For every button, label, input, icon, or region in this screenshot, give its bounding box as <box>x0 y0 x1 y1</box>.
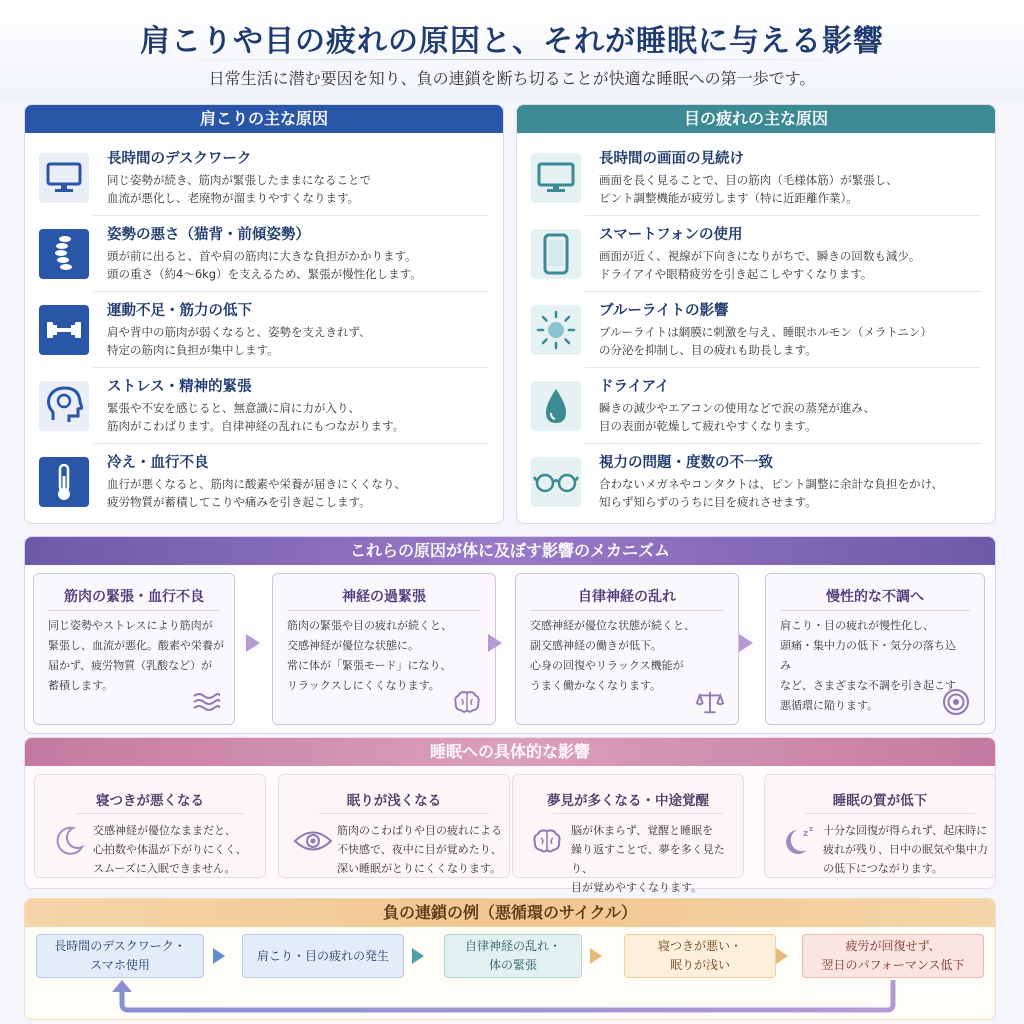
eye-cause-description-line: ドライアイや眼精疲労を引き起こしやすくなります。 <box>599 267 873 281</box>
sleep-effect-description-line: 疲れが残り、日中の眠気や集中力 <box>823 843 988 856</box>
sleep-effects-heading: 睡眠への具体的な影響 <box>25 738 995 766</box>
eye-cause-description <box>599 323 989 359</box>
cause-separator <box>585 367 981 368</box>
eye-causes-panel <box>516 104 996 524</box>
mechanism-description-line: 悪循環に陥ります。 <box>780 699 879 712</box>
sleep-effect-title: 寝つきが悪くなる <box>96 793 204 809</box>
cycle-step-line: 寝つきが悪い・ <box>657 939 742 953</box>
eye-cause-item <box>517 445 995 517</box>
shoulder-cause-description-line: 頭が前に出ると、首や肩の筋肉に大きな負担がかかります。 <box>107 249 417 263</box>
mechanism-description-line: 緊張し、血流が悪化。酸素や栄養が <box>48 639 224 652</box>
mechanism-description-line: 蓄積します。 <box>48 679 114 692</box>
svg-text:z: z <box>809 825 814 833</box>
mechanism-description-line: 届かず、疲労物質（乳酸など）が <box>48 659 213 672</box>
shoulder-cause-item <box>25 293 503 365</box>
eye-cause-description-line: 画面が近く、視線が下向きになりがちで、瞬きの回数も減少。 <box>599 249 921 263</box>
mechanism-divider <box>530 610 724 611</box>
sleep-effect-description-line: スムーズに入眠できません。 <box>93 862 236 875</box>
shoulder-cause-item <box>25 141 503 213</box>
shoulder-cause-description <box>107 323 497 359</box>
shoulder-cause-title: 長時間のデスクワーク <box>107 151 252 167</box>
sleep-effect-title: 夢見が多くなる・中途覚醒 <box>547 793 709 809</box>
eye-cause-description-line: の分泌を抑制し、目の疲れも助長します。 <box>599 343 817 357</box>
shoulder-cause-description <box>107 399 497 435</box>
mechanism-description-line: 頭痛・集中力の低下・気分の落ち込み <box>780 639 956 672</box>
mechanism-arrow-icon <box>246 634 260 652</box>
thermometer-icon <box>39 457 89 507</box>
shoulder-cause-description-line: 筋肉がこわばります。自律神経の乱れにもつながります。 <box>107 419 405 433</box>
mechanism-description-line: 筋肉の緊張や目の疲れが続くと、 <box>287 619 452 632</box>
sleep-effect-description-line: 十分な回復が得られず、起床時に <box>823 824 988 837</box>
sleep-effect-description-line: の低下につながります。 <box>823 862 943 875</box>
sleep-effect-card <box>512 774 744 894</box>
cycle-step-line: 疲労が回復せず、 <box>845 939 941 953</box>
cycle-step-text <box>257 947 389 966</box>
cycle-step <box>242 934 404 978</box>
sleep-effect-divider <box>319 813 489 814</box>
eye-cause-description-line: 知らず知らずのうちに目を疲れさせます。 <box>599 495 817 509</box>
moon-icon <box>49 821 89 861</box>
mechanism-card <box>272 573 496 725</box>
cycle-arrow-icon <box>776 948 788 964</box>
shoulder-cause-description-line: 血行が悪くなると、筋肉に酸素や栄養が届きにくくなり、 <box>107 477 406 491</box>
shoulder-cause-description <box>107 475 497 511</box>
mechanism-card <box>515 573 739 725</box>
eye-causes-heading: 目の疲れの主な原因 <box>517 105 995 133</box>
mechanism-description-line: うまく働かなくなります。 <box>530 679 662 692</box>
shoulder-cause-item <box>25 369 503 441</box>
sleep-effect-divider <box>75 813 245 814</box>
scale-icon <box>696 688 724 716</box>
mechanism-arrow-icon <box>739 634 753 652</box>
cycle-step <box>36 934 204 978</box>
sleep-effect-description <box>571 821 739 897</box>
shoulder-causes-heading: 肩こりの主な原因 <box>25 105 503 133</box>
mechanism-description-line: など、さまざまな不調を引き起こす <box>780 679 956 692</box>
target-icon <box>942 688 970 716</box>
eye-cause-title: ドライアイ <box>599 379 670 395</box>
eye-cause-item <box>517 141 995 213</box>
cycle-step <box>802 934 984 978</box>
mechanism-description-line: 常に体が「緊張モード」になり、 <box>287 659 452 672</box>
shoulder-cause-description-line: 頭の重さ（約4～6kg）を支えるため、緊張が慢性化します。 <box>107 267 422 281</box>
mechanism-card <box>765 573 985 725</box>
shoulder-cause-description-line: 血流が悪化し、老廃物が溜まりやすくなります。 <box>107 191 360 205</box>
spine-icon <box>39 229 89 279</box>
brain-icon <box>527 821 567 861</box>
cycle-step <box>444 934 582 978</box>
eye-cause-item <box>517 293 995 365</box>
eye-cause-title: ブルーライトの影響 <box>599 303 729 319</box>
sleep-effect-description-line: 繰り返すことで、夢を多く見たり、 <box>571 843 725 875</box>
cycle-step-line: 眠りが浅い <box>669 958 730 972</box>
sleep-effect-card <box>764 774 996 878</box>
mechanism-divider <box>48 610 220 611</box>
cause-separator <box>93 367 489 368</box>
eye-cause-description-line: 瞬きの減少やエアコンの使用などで涙の蒸発が進み、 <box>599 401 876 415</box>
shoulder-cause-title: 冷え・血行不良 <box>107 455 209 471</box>
cause-separator <box>93 215 489 216</box>
cycle-heading: 負の連鎖の例（悪循環のサイクル） <box>25 899 995 927</box>
sleep-effect-description-line: 不快感で、夜中に目が覚めたり、 <box>337 843 502 856</box>
cycle-step-text <box>465 937 561 975</box>
wave-icon <box>192 688 220 716</box>
mechanism-heading: これらの原因が体に及ぼす影響のメカニズム <box>25 537 995 565</box>
sleep-effect-description <box>823 821 991 878</box>
cause-separator <box>93 443 489 444</box>
shoulder-cause-description-line: 緊張や不安を感じると、無意識に肩に力が入り、 <box>107 401 360 415</box>
cycle-step-line: 肩こり・目の疲れの発生 <box>256 948 389 963</box>
mechanism-divider <box>780 610 970 611</box>
smartphone-icon <box>531 229 581 279</box>
title-divider <box>160 59 864 60</box>
sleep-effect-divider <box>805 813 975 814</box>
cycle-step-line: 自律神経の乱れ・ <box>464 939 561 953</box>
mechanism-title: 自律神経の乱れ <box>578 589 676 605</box>
water-drop-icon <box>531 381 581 431</box>
stress-head-icon <box>39 381 89 431</box>
cycle-step-text <box>54 937 186 975</box>
sleep-effect-title: 睡眠の質が低下 <box>832 793 928 809</box>
cause-separator <box>585 443 981 444</box>
moon-zzz-icon <box>779 821 819 861</box>
shoulder-cause-description-line: 特定の筋肉に負担が集中します。 <box>107 343 279 357</box>
mechanism-arrow-icon <box>488 634 502 652</box>
sleep-effect-card <box>34 774 266 878</box>
sleep-effect-description-line: 脳が休まらず、覚醒と睡眠を <box>571 824 714 837</box>
sleep-effect-description-line: 深い睡眠がとりにくくなります。 <box>337 862 502 875</box>
shoulder-cause-title: 運動不足・筋力の低下 <box>107 303 252 319</box>
svg-text:z: z <box>803 829 809 839</box>
sleep-effect-description-line: 目が覚めやすくなります。 <box>571 881 703 894</box>
eye-cause-description-line: 合わないメガネやコンタクトは、ピント調整に余計な負担をかけ、 <box>599 477 944 491</box>
eye-cause-item <box>517 369 995 441</box>
eye-cause-description <box>599 171 989 207</box>
mechanism-description-line: リラックスしにくくなります。 <box>287 679 440 692</box>
cause-separator <box>93 291 489 292</box>
eye-cause-item <box>517 217 995 289</box>
mechanism-title: 慢性的な不調へ <box>826 589 924 605</box>
eye-cause-title: 視力の問題・度数の不一致 <box>599 455 773 471</box>
dumbbell-icon <box>39 305 89 355</box>
mechanism-title: 筋肉の緊張・血行不良 <box>64 589 204 605</box>
shoulder-causes-panel <box>24 104 504 524</box>
mechanism-card <box>33 573 235 725</box>
cycle-step-line: 体の緊張 <box>488 958 537 972</box>
mechanism-title: 神経の過緊張 <box>342 589 426 605</box>
sleep-effect-description-line: 心拍数や体温が下がりにくく、 <box>93 843 247 856</box>
page-subtitle: 日常生活に潜む要因を知り、負の連鎖を断ち切ることが快適な睡眠への第一歩です。 <box>208 69 816 88</box>
shoulder-cause-description-line: 肩や背中の筋肉が弱くなると、姿勢を支えきれず、 <box>107 325 371 339</box>
cause-separator <box>585 291 981 292</box>
eye-cause-title: 長時間の画面の見続け <box>599 151 744 167</box>
eye-cause-description <box>599 475 989 511</box>
shoulder-cause-description-line: 同じ姿勢が続き、筋肉が緊張したままになることで <box>107 173 372 187</box>
mechanism-description-line: 交感神経が優位な状態が続くと、 <box>530 619 695 632</box>
shoulder-cause-title: 姿勢の悪さ（猫背・前傾姿勢） <box>107 227 310 243</box>
eye-icon <box>293 821 333 861</box>
screen-icon <box>531 153 581 203</box>
mechanism-description <box>287 616 465 696</box>
sleep-effect-description <box>337 821 505 878</box>
eye-cause-description-line: 目の表面が乾燥して疲れやすくなります。 <box>599 419 817 433</box>
eye-cause-title: スマートフォンの使用 <box>599 227 743 243</box>
mechanism-description <box>48 616 226 696</box>
shoulder-cause-title: ストレス・精神的緊張 <box>107 379 252 395</box>
page-title: 肩こりや目の疲れの原因と、それが睡眠に与える影響 <box>140 24 884 59</box>
sleep-effect-description <box>93 821 261 878</box>
sun-icon <box>531 305 581 355</box>
mechanism-description-line: 副交感神経の働きが低下。 <box>530 639 662 652</box>
eye-cause-description <box>599 399 989 435</box>
shoulder-cause-description <box>107 247 497 283</box>
shoulder-cause-item <box>25 217 503 289</box>
shoulder-cause-description-line: 疲労物質が蓄積してこりや痛みを引き起こします。 <box>107 495 371 509</box>
mechanism-description-line: 交感神経が優位な状態に。 <box>287 639 419 652</box>
eye-cause-description <box>599 247 989 283</box>
cause-separator <box>585 215 981 216</box>
mechanism-description <box>780 616 958 716</box>
mechanism-description-line: 同じ姿勢やストレスにより筋肉が <box>48 619 213 632</box>
cycle-step-line: 長時間のデスクワーク・ <box>54 939 186 953</box>
mechanism-description-line: 肩こり・目の疲れが慢性化し、 <box>780 619 934 632</box>
shoulder-cause-item <box>25 445 503 517</box>
monitor-icon <box>39 153 89 203</box>
sleep-effect-card <box>278 774 510 878</box>
glasses-icon <box>531 457 581 507</box>
mechanism-description-line: 心身の回復やリラックス機能が <box>530 659 684 672</box>
eye-cause-description-line: ブルーライトは網膜に刺激を与え、睡眠ホルモン（メラトニン） <box>599 325 932 339</box>
shoulder-cause-description <box>107 171 497 207</box>
sleep-effect-description-line: 交感神経が優位なままだと、 <box>93 824 236 837</box>
cycle-step <box>624 934 776 978</box>
cycle-arrow-icon <box>213 948 225 964</box>
eye-cause-description-line: 画面を長く見ることで、目の筋肉（毛様体筋）が緊張し、 <box>599 173 898 187</box>
cycle-arrow-icon <box>590 948 602 964</box>
mechanism-description <box>530 616 708 696</box>
cycle-step-text <box>821 937 964 975</box>
sleep-effect-description-line: 筋肉のこわばりや目の疲れによる <box>337 824 502 837</box>
sleep-effect-title: 眠りが浅くなる <box>346 793 442 809</box>
cycle-step-text <box>658 937 742 975</box>
sleep-effect-divider <box>553 813 723 814</box>
eye-cause-description-line: ピント調整機能が疲労します（特に近距離作業）。 <box>599 191 858 205</box>
cycle-step-line: スマホ使用 <box>90 958 150 972</box>
cycle-arrow-icon <box>412 948 424 964</box>
brain-icon <box>453 688 481 716</box>
mechanism-divider <box>287 610 481 611</box>
cycle-step-line: 翌日のパフォーマンス低下 <box>821 958 965 972</box>
